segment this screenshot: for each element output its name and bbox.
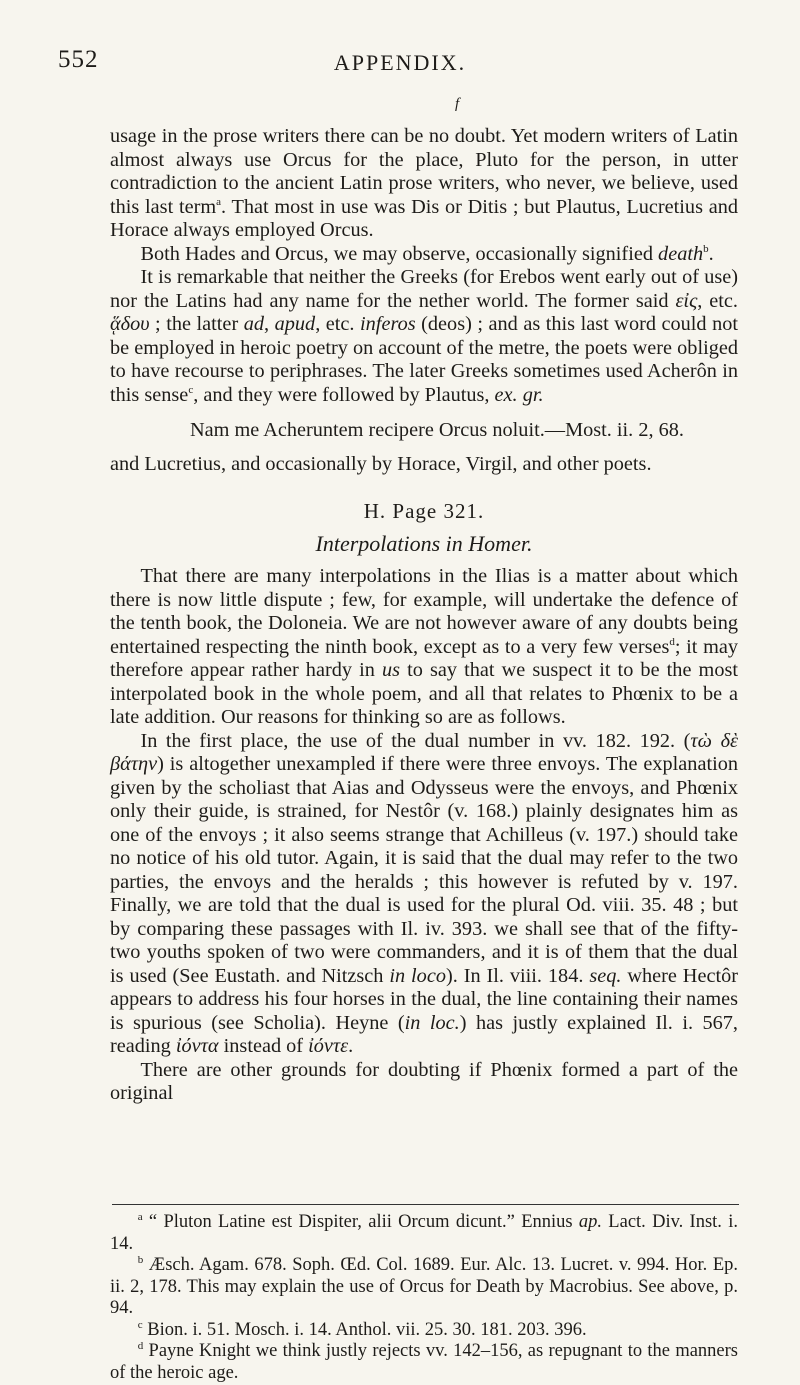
footnote-rule xyxy=(112,1204,739,1205)
paragraph-3: It is remarkable that neither the Greeks (for Erebos went early out of use) nor the Latins had any name for the nether world. The former said εἰς, etc. ᾅδου ; the latter ad, apud, etc. inferos (deos) ; and as this last word could not be employed in heroic poetry on account of the metre, the poets were obliged to have recourse to periphrases. The later Greeks sometimes used Acherôn in this sense$^c$, and they were followed by Plautus, ex. gr. xyxy=(110,266,739,406)
running-head: APPENDIX. xyxy=(333,50,467,75)
quotation: Nam me Acheruntem recipere Orcus noluit.—Most. ii. 2, 68. xyxy=(190,419,684,441)
footnote-ref-a[interactable]: a xyxy=(216,195,221,208)
section-heading: H. Page 321. xyxy=(363,499,485,523)
footnote-ref-d[interactable]: d xyxy=(669,635,675,648)
footnote-d: $^d$ Payne Knight we think justly rejects vv. 142–156, as repugnant to the manners of the heroic age. xyxy=(110,1339,738,1383)
paragraph-4: and Lucretius, and occasionally by Horace, Virgil, and other poets. xyxy=(110,452,652,475)
paragraph-5: That there are many interpolations in the Ilias is a matter about which there is now little dispute ; few, for example, will undertake the defence of the tenth book, the Doloneia. We are not however aware of any doubts being entertained respecting the ninth book, except as to a very few verses$^d$; it may therefore appear rather hardy in us to say that we suspect it to be the most interpolated book in the whole poem, and all that relates to Phœnix to be a late addition. Our reasons for thinking so are as follows. xyxy=(110,565,738,728)
footnote-b: $^b$ Æsch. Agam. 678. Soph. Œd. Col. 1689. Eur. Alc. 13. Lucret. v. 994. Hor. Ep. ii. 2, 178. This may explain the use of Orcus for Death by Macrobius. See above, p. 94. xyxy=(110,1253,738,1318)
stray-mark: f xyxy=(455,96,460,112)
footnote-ref-b[interactable]: b xyxy=(703,242,709,255)
footnote-a: $^a$ “ Pluton Latine est Dispiter, alii Orcum dicunt.” Ennius ap. Lact. Div. Inst. i. 14. xyxy=(110,1210,738,1254)
paragraph-7: There are other grounds for doubting if Phœnix formed a part of the original xyxy=(110,1058,738,1104)
footnote-c: $^c$ Bion. i. 51. Mosch. i. 14. Anthol. vii. 25. 30. 181. 203. 396. xyxy=(137,1318,587,1340)
page-number: 552 xyxy=(58,46,99,73)
main-text xyxy=(110,125,738,1106)
paragraph-2: Both Hades and Orcus, we may observe, occasionally signified death$^b$. xyxy=(140,242,714,265)
footnote-ref-c[interactable]: c xyxy=(188,383,194,396)
paragraph-1: usage in the prose writers there can be no doubt. Yet modern writers of Latin almost always use Orcus for the place, Pluto for the person, in utter contradiction to the ancient Latin prose writers, who never, we believe, used this last term$^a$. That most in use was Dis or Ditis ; but Plautus, Lucretius and Horace always employed Orcus. xyxy=(110,125,738,241)
section-subheading: Interpolations in Homer. xyxy=(315,530,533,556)
paragraph-6: In the first place, the use of the dual number in vv. 182. 192. (τὼ δὲ βάτην) is altogether unexampled if there were three envoys. The explanation given by the scholiast that Aias and Odysseus were the envoys, and Phœnix only their guide, is strained, for Nestôr (v. 168.) plainly designates him as one of the envoys ; it also seems strange that Achilleus (v. 197.) should take no notice of his old tutor. Again, it is said that the dual may refer to the two parties, the envoys and the heralds ; this however is refuted by v. 197. Finally, we are told that the dual is used for the plural Od. viii. 35. 48 ; but by comparing these passages with Il. iv. 393. we shall see that of the fifty-two youths spoken of two were commanders, and it is of them that the dual is used (See Eustath. and Nitzsch in loco). In Il. viii. 184. seq. where Hectôr appears to address his four horses in the dual, the line containing their names is spurious (see Scholia). Heyne (in loc.) has justly explained Il. i. 567, reading ἰόντα instead of ἰόντε. xyxy=(110,729,738,1057)
footnotes xyxy=(110,1212,738,1384)
